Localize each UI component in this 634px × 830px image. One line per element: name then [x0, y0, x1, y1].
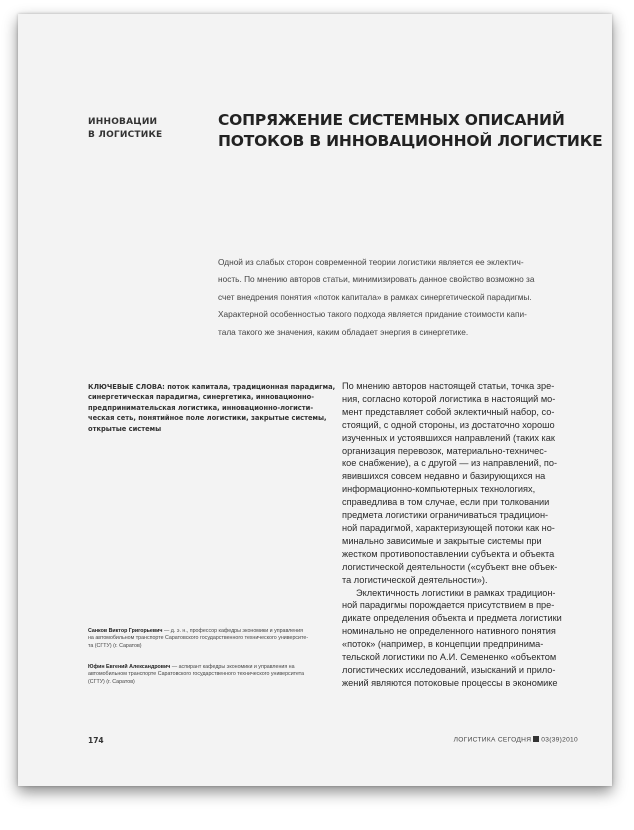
journal-footer [454, 736, 578, 744]
rubric-line: В ЛОГИСТИКЕ [88, 130, 163, 140]
author-info-yufin [88, 664, 348, 686]
keywords-line: предпринимательская логистика, инновационно-логисти- [88, 403, 314, 412]
author-line: автомобильном транспорте Саратовского государственного технического университета [88, 671, 305, 678]
body-line: ной парадигмой, характеризующей потоки как но- [342, 522, 555, 533]
journal-issue: 03(39)2010 [541, 736, 578, 744]
section-rubric [88, 116, 188, 142]
abstract-line: Одной из слабых сторон современной теории логистики является ее эклектич- [218, 257, 524, 267]
author-info-sankov [88, 628, 348, 650]
body-line: жений являются потоковые процессы в экономике [342, 677, 558, 688]
rubric-line: ИННОВАЦИИ [88, 117, 158, 127]
author-description: — д. э. н., профессор кафедры экономики и управления [162, 628, 303, 634]
body-line: информационно-компьютерных технологиях, [342, 484, 536, 495]
title-line: СОПРЯЖЕНИЕ СИСТЕМНЫХ ОПИСАНИЙ [218, 111, 565, 129]
body-line: логистических исследований, изысканий и прило- [342, 664, 556, 675]
body-line: ной парадигмы порождается присутствием в пре- [342, 600, 555, 611]
journal-name: ЛОГИСТИКА СЕГОДНЯ [453, 736, 532, 744]
author-name: Санков Виктор Григорьевич [88, 628, 163, 634]
article-abstract [218, 254, 588, 341]
body-line: организация перевозок, материально-техничес- [342, 445, 547, 456]
author-line [88, 664, 348, 671]
body-line: стоящий, с одной стороны, из достаточно хорошо [342, 419, 555, 430]
body-line: тельской логистики по А.И. Семененко «объектом [342, 652, 557, 663]
body-line: минально зависимые и закрытые системы при [342, 535, 542, 546]
page-number: 174 [88, 736, 104, 745]
keywords-block [88, 382, 338, 434]
body-line: жестком противопоставлении субъекта и объекта [342, 548, 555, 559]
body-line: справедлива в том случае, если при толковании [342, 497, 550, 508]
article-body-text [342, 380, 608, 690]
keywords-line: синергетическая парадигма, синергетика, инновационно- [88, 393, 315, 402]
journal-page [18, 14, 612, 786]
body-line: мент представляет собой эклектичный набор, со- [342, 406, 555, 417]
keywords-line: ческая сеть, понятийное поле логистики, закрытые системы, [88, 414, 327, 423]
author-line [88, 628, 348, 635]
square-separator-icon [533, 736, 539, 742]
abstract-line: ность. По мнению авторов статьи, минимизировать данное свойство возможно за [218, 274, 535, 285]
author-description: — аспирант кафедры экономики и управления на [170, 664, 295, 670]
author-line: (СГТУ) (г. Саратов) [88, 678, 135, 685]
keywords-line: КЛЮЧЕВЫЕ СЛОВА: поток капитала, традиционная парадигма, [88, 383, 336, 391]
body-line: дикате определения объекта и предмета логистики [342, 613, 562, 624]
body-line: Эклектичность логистики в рамках традицион- [356, 587, 556, 598]
title-line: ПОТОКОВ В ИННОВАЦИОННОЙ ЛОГИСТИКЕ [218, 132, 603, 150]
body-line: По мнению авторов настоящей статьи, точка зре- [342, 381, 555, 391]
body-line: явившихся совсем недавно и базирующихся на [342, 471, 546, 482]
abstract-line: счет внедрения понятия «поток капитала» в рамках синергетической парадигмы. [218, 291, 532, 302]
body-line: логистической деятельности («субъект вне объек- [342, 561, 558, 572]
body-line: номинально не определенного нативного понятия [342, 626, 556, 637]
author-name: Юфин Евгений Александрович [88, 664, 171, 670]
body-line: та логистической деятельности»). [342, 574, 488, 585]
body-line: ния, согласно которой логистика в настоящий мо- [342, 393, 556, 404]
article-title [218, 110, 603, 152]
body-line: «поток» (например, в концепции предпринима- [342, 639, 544, 650]
body-line: предмета логистики ограничиваться традицион- [342, 510, 549, 521]
body-line: изученных и устоявшихся направлений (таких как [342, 432, 555, 443]
keywords-line: открытые системы [88, 424, 162, 433]
body-line: кое снабжение), а с другой — из направлений, по- [342, 458, 558, 469]
author-line: на автомобильном транспорте Саратовского государственного технического университе- [88, 635, 309, 642]
abstract-line: Характерной особенностью такого подхода является придание стоимости капи- [218, 309, 527, 320]
author-line: та (СГТУ) (г. Саратов) [88, 642, 142, 649]
abstract-line: тала такого же значения, каким обладает энергия в синергетике. [218, 326, 469, 337]
